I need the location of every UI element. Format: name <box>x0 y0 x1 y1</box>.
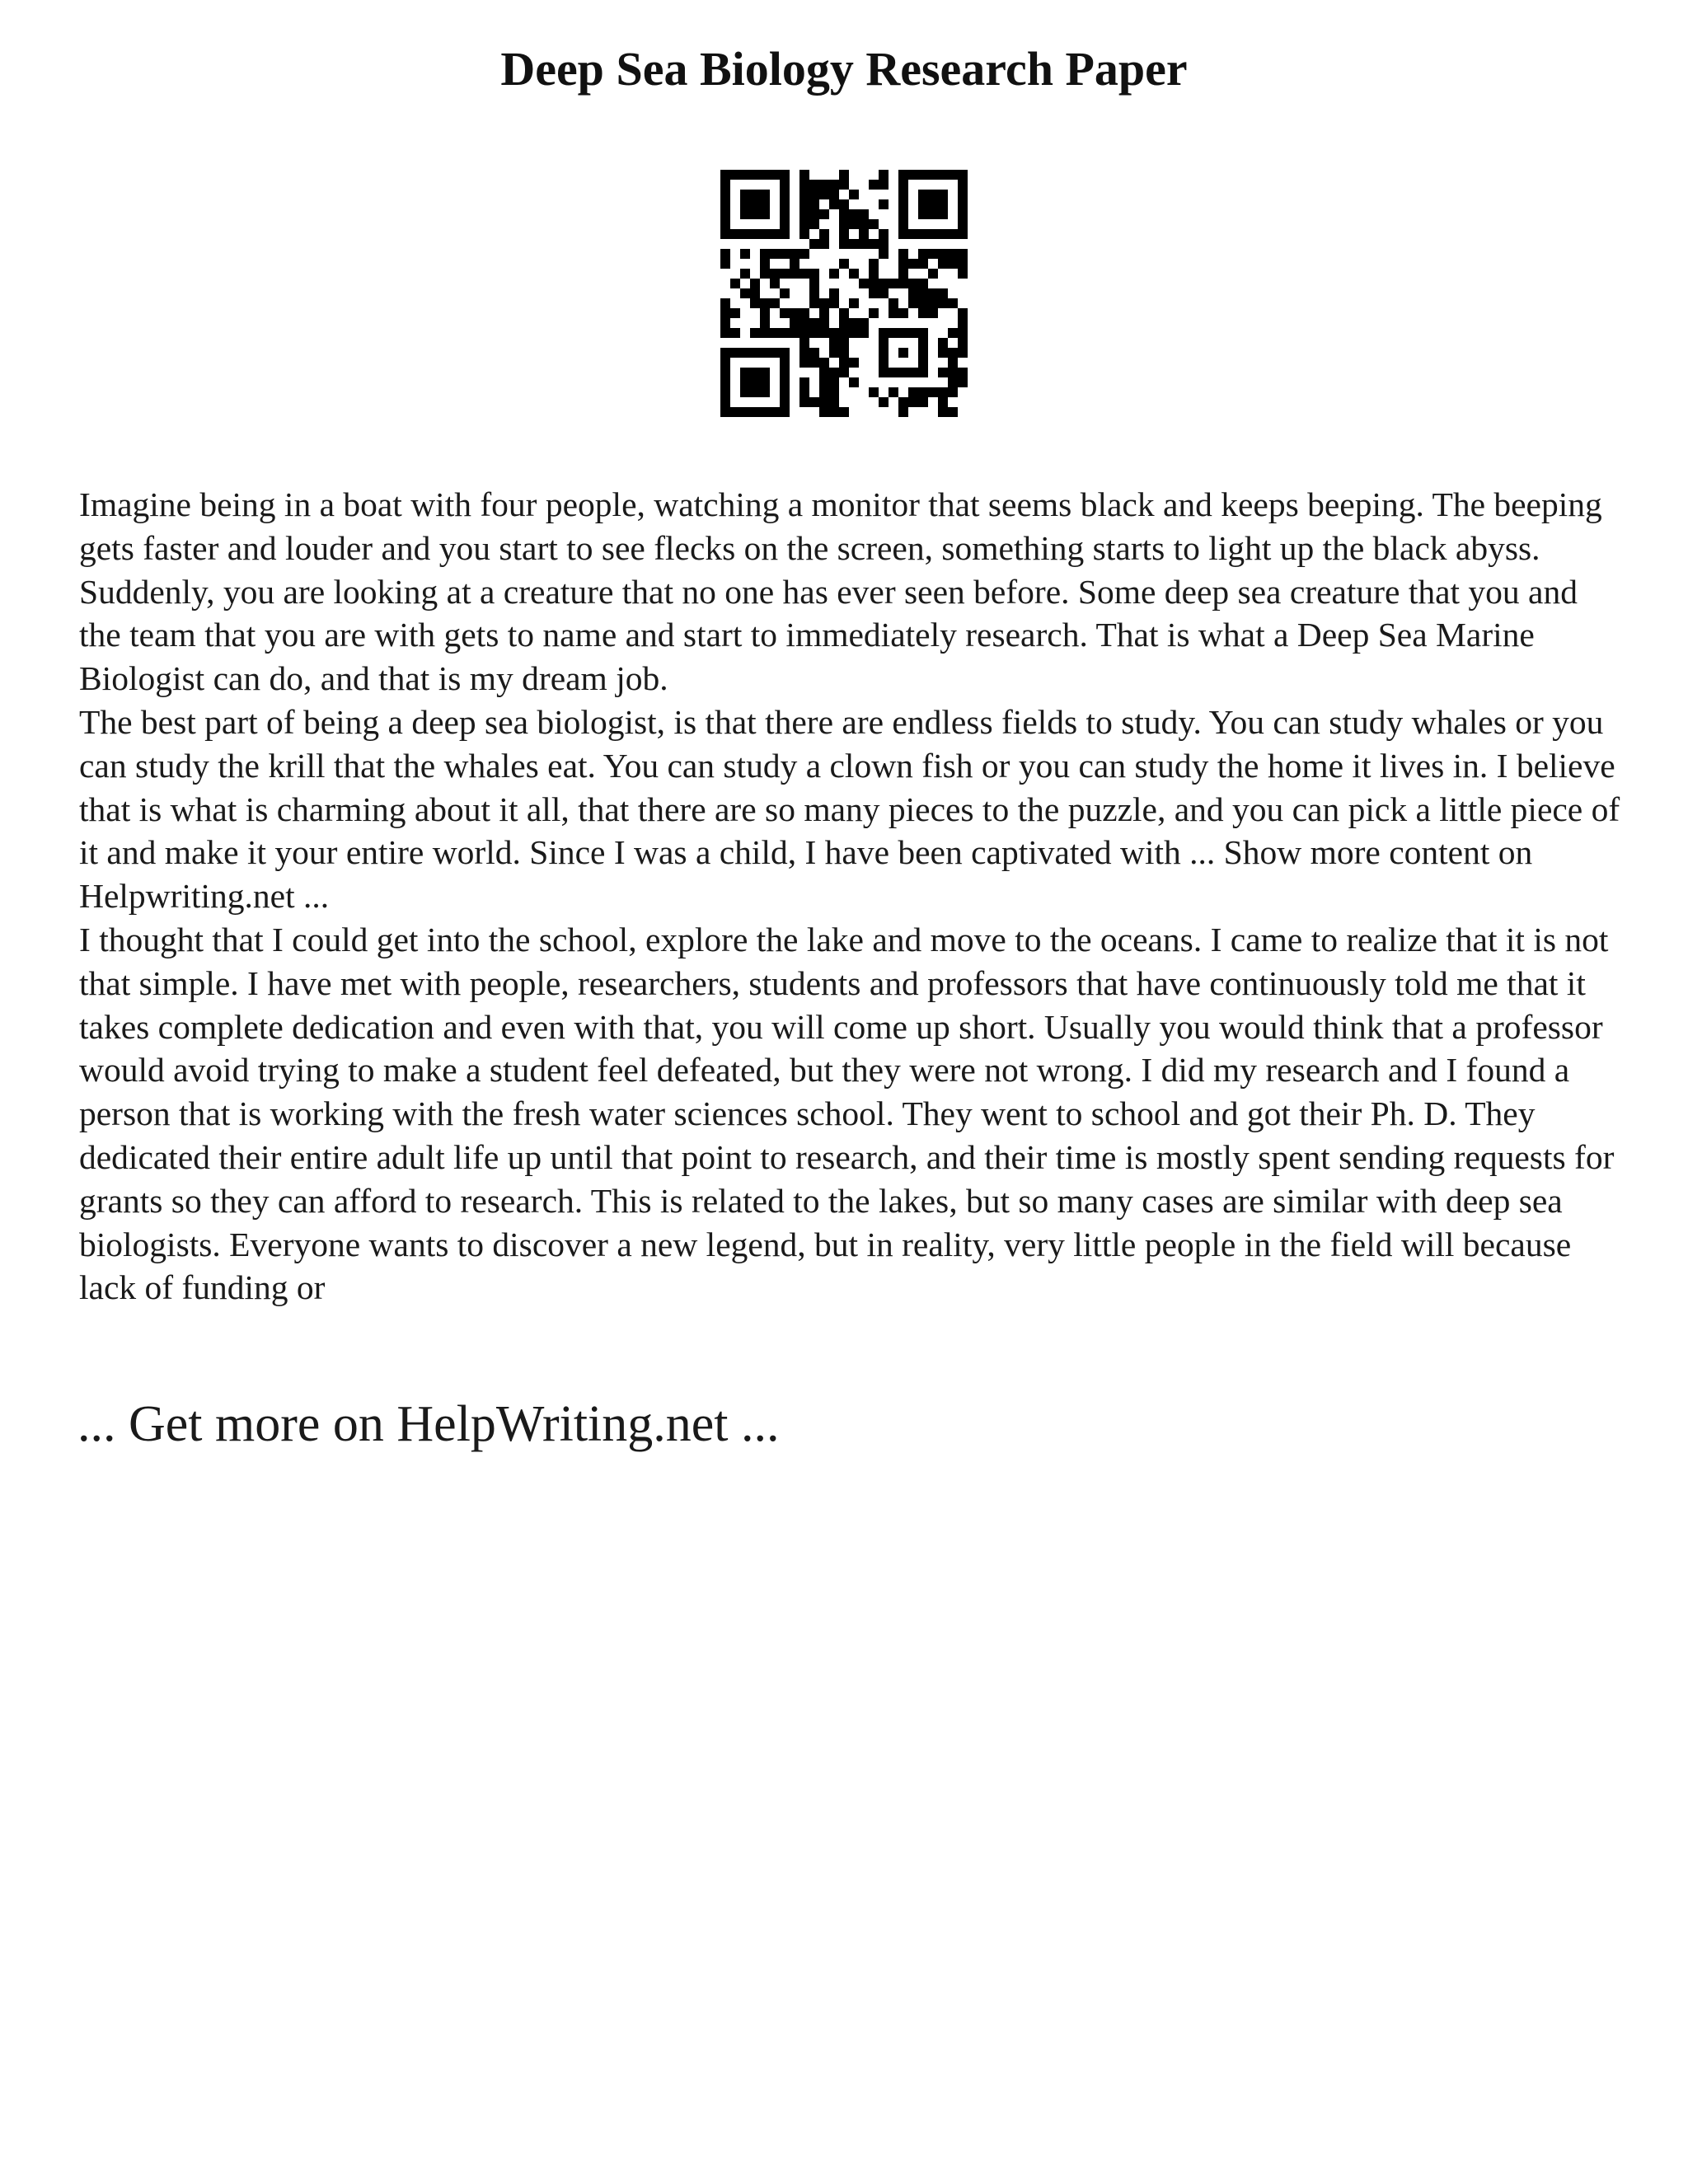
qr-code-icon[interactable] <box>720 170 968 417</box>
qr-code-graphic <box>720 170 968 417</box>
page-title: Deep Sea Biology Research Paper <box>500 42 1188 96</box>
paragraph: The best part of being a deep sea biologist, is that there are endless fields to study. You can study whales or you can study the krill that the whales eat. You can study a clown fish or you can study the home it lives in. I believe that is what is charming about it all, that there are so many pieces to the puzzle, and you can pick a little piece of it and make it your entire world. Since I was a child, I have been captivated with ... Show more content on Helpwriting.net ... <box>79 702 1620 916</box>
paragraph: I thought that I could get into the school, explore the lake and move to the oceans. I came to realize that it is not that simple. I have met with people, researchers, students and professors that have continuously told me that it takes complete dedication and even with that, you will come up short. Usually you would think that a professor would avoid trying to make a student feel defeated, but they were not wrong. I did my research and I found a person that is working with the fresh water sciences school. They went to school and got their Ph. D. They dedicated their entire adult life up until that point to research, and their time is mostly spent sending requests for grants so they can afford to research. This is related to the lakes, but so many cases are similar with deep sea biologists. Everyone wants to discover a new legend, but in reality, very little people in the field will because lack of funding or <box>79 920 1615 1307</box>
get-more-link[interactable]: ... Get more on HelpWriting.net ... <box>77 1396 780 1452</box>
article-body <box>79 483 1620 1310</box>
paragraph: Imagine being in a boat with four people, watching a monitor that seems black and keeps beeping. The beeping gets faster and louder and you start to see flecks on the screen, something starts to light up the black abyss. Suddenly, you are looking at a creature that no one has ever seen before. Some deep sea creature that you and the team that you are with gets to name and start to immediately research. That is what a Deep Sea Marine Biologist can do, and that is my dream job. <box>79 485 1602 698</box>
